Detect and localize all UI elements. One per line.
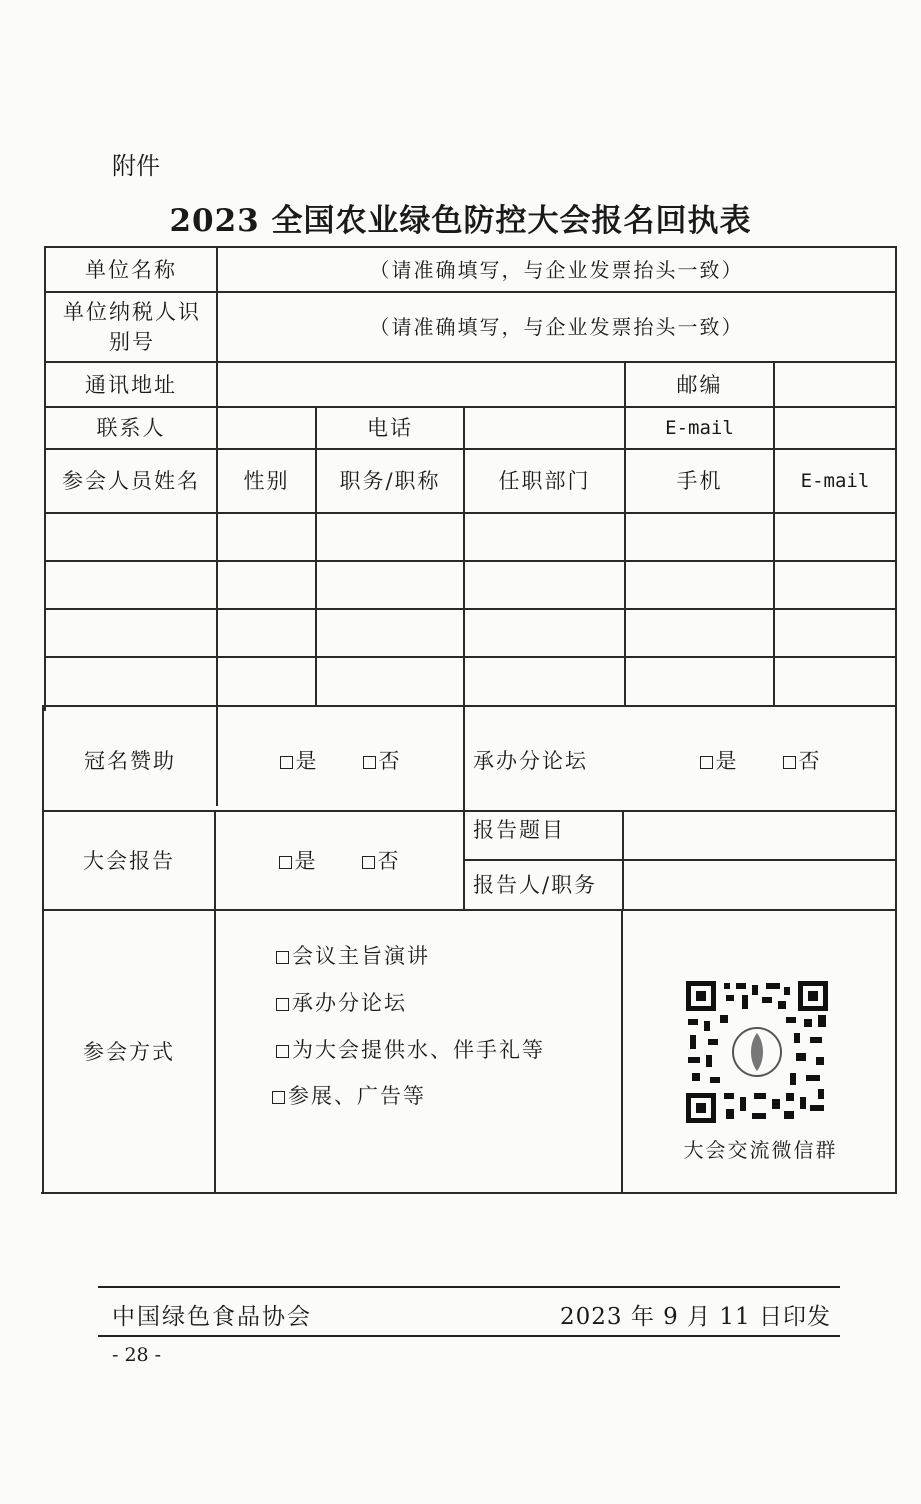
- checkbox-icon[interactable]: [276, 998, 289, 1011]
- checkbox-icon[interactable]: [276, 1045, 289, 1058]
- yes-label: 是: [715, 749, 739, 773]
- tax-id-field[interactable]: （请准确填写，与企业发票抬头一致）: [369, 315, 744, 339]
- report-topic-field[interactable]: [624, 812, 895, 859]
- reporter-label: 报告人/职务: [473, 873, 598, 897]
- participation-option-keynote[interactable]: [276, 940, 430, 970]
- sponsor-label: 冠名赞助: [84, 749, 176, 773]
- footer-organization: 中国绿色食品协会: [112, 1304, 312, 1330]
- footer-bottom-rule: [98, 1335, 840, 1337]
- contact-field[interactable]: [218, 408, 315, 448]
- host-forum-yes-option[interactable]: [700, 746, 739, 776]
- sponsor-no-option[interactable]: [363, 746, 402, 776]
- contact-label: 联系人: [96, 416, 166, 440]
- yes-label: 是: [294, 848, 318, 873]
- checkbox-icon[interactable]: [279, 856, 292, 869]
- participation-option-supplies[interactable]: [276, 1034, 545, 1064]
- qr-caption: 大会交流微信群: [683, 1138, 838, 1162]
- footer-date: 2023 年 9 月 11 日印发: [560, 1304, 831, 1330]
- unit-name-field[interactable]: （请准确填写，与企业发票抬头一致）: [369, 257, 744, 282]
- sponsor-yes-option[interactable]: [280, 746, 319, 776]
- attendee-dept-header: 任职部门: [498, 469, 591, 493]
- host-forum-options: [626, 712, 895, 810]
- checkbox-icon[interactable]: [272, 1091, 285, 1104]
- no-label: 否: [798, 749, 822, 773]
- host-forum-label: 承办分论坛: [473, 749, 588, 773]
- option-label: 为大会提供水、伴手礼等: [292, 1038, 545, 1062]
- no-label: 否: [378, 749, 402, 773]
- email-field[interactable]: [775, 408, 895, 448]
- checkbox-icon[interactable]: [280, 756, 293, 769]
- report-options: [216, 812, 463, 909]
- yes-label: 是: [295, 749, 319, 773]
- no-label: 否: [377, 848, 401, 873]
- sponsor-options: [218, 712, 463, 810]
- attendee-gender-header: 性别: [243, 469, 290, 493]
- qr-code-icon: [686, 981, 828, 1123]
- option-label: 会议主旨演讲: [292, 944, 430, 968]
- attendee-title-header: 职务/职称: [339, 469, 441, 493]
- tax-id-label: 单位纳税人识别号: [63, 300, 201, 354]
- postcode-label: 邮编: [676, 372, 723, 397]
- report-topic-label: 报告题目: [473, 818, 565, 842]
- checkbox-icon[interactable]: [783, 756, 796, 769]
- phone-field[interactable]: [465, 408, 624, 448]
- unit-name-label: 单位名称: [85, 257, 177, 282]
- report-yes-option[interactable]: [279, 846, 318, 876]
- form-title: 2023 全国农业绿色防控大会报名回执表: [169, 203, 752, 239]
- host-forum-no-option[interactable]: [783, 746, 822, 776]
- postcode-field[interactable]: [775, 363, 895, 406]
- attendee-name-header: 参会人员姓名: [62, 469, 200, 493]
- footer-top-rule: [98, 1286, 840, 1288]
- address-label: 通讯地址: [85, 372, 177, 397]
- option-label: 承办分论坛: [292, 991, 407, 1015]
- attachment-label: 附件: [112, 152, 160, 180]
- page-number: - 28 -: [112, 1344, 162, 1366]
- email-label: E-mail: [665, 417, 734, 439]
- participation-label: 参会方式: [83, 1039, 175, 1064]
- report-label: 大会报告: [83, 848, 175, 873]
- checkbox-icon[interactable]: [362, 856, 375, 869]
- attendee-email-header: E-mail: [800, 470, 870, 492]
- checkbox-icon[interactable]: [276, 951, 289, 964]
- option-label: 参展、广告等: [288, 1084, 426, 1108]
- address-field[interactable]: [218, 363, 624, 406]
- checkbox-icon[interactable]: [700, 756, 713, 769]
- phone-label: 电话: [367, 416, 413, 440]
- checkbox-icon[interactable]: [363, 756, 376, 769]
- reporter-field[interactable]: [624, 861, 895, 909]
- attendee-mobile-header: 手机: [676, 469, 723, 493]
- participation-option-exhibit[interactable]: [272, 1080, 426, 1110]
- participation-option-forum[interactable]: [276, 987, 407, 1017]
- report-no-option[interactable]: [362, 846, 401, 876]
